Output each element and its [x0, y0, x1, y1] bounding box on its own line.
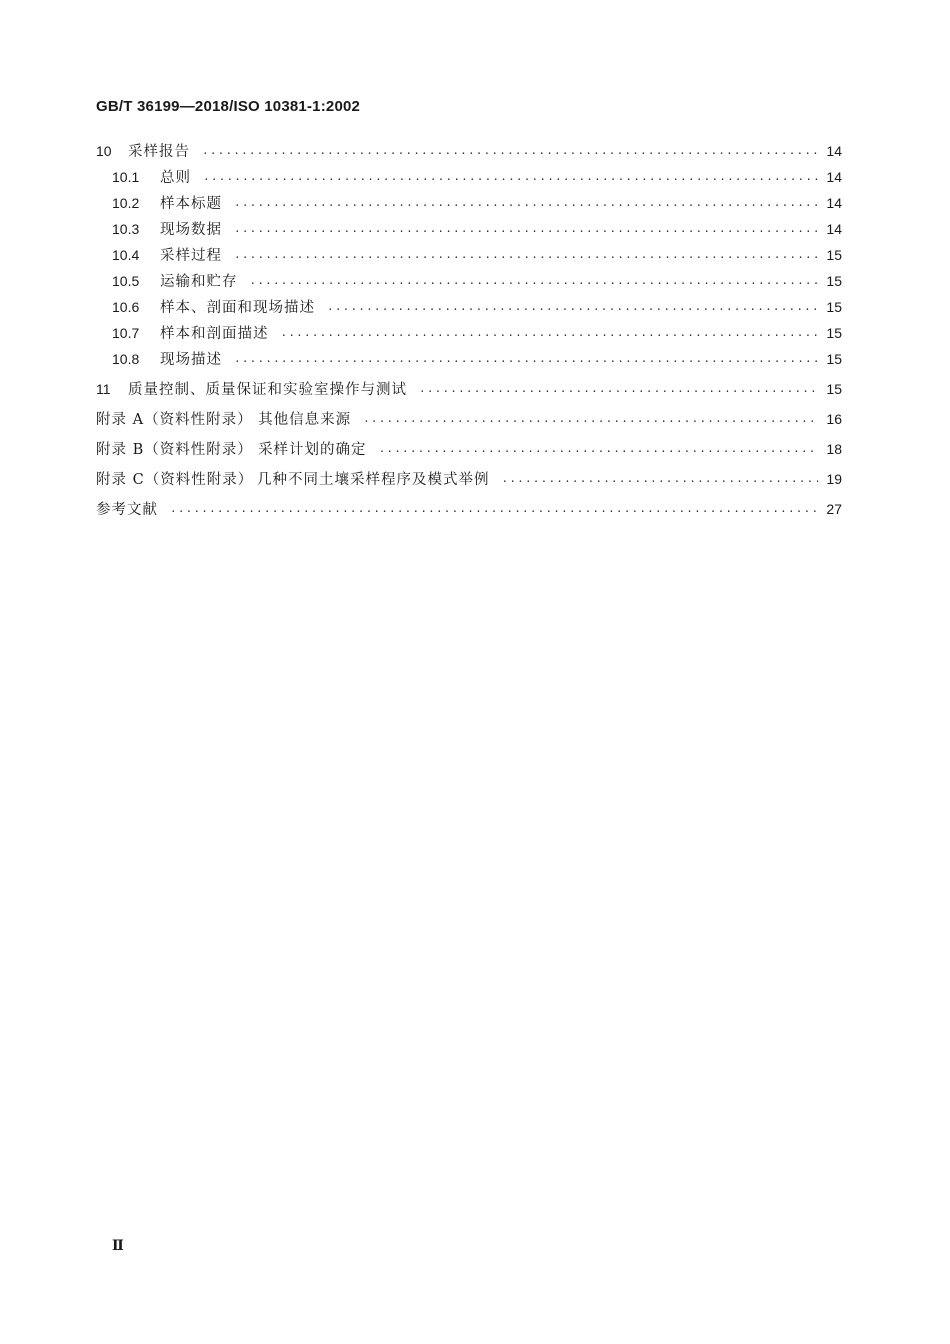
- toc-entry-page: 15: [826, 273, 842, 289]
- dot-leader: [202, 144, 818, 157]
- dot-leader: [379, 442, 818, 455]
- toc-entry-title: 采样过程: [160, 248, 222, 264]
- toc-entry-number: 10.4: [112, 247, 140, 263]
- toc-appendix-label: 附录 A（资料性附录）: [96, 412, 253, 428]
- toc-entry-section-10-8[interactable]: [96, 348, 842, 374]
- toc-entry-page: 14: [826, 195, 842, 211]
- toc-entry-title: 现场描述: [160, 352, 222, 368]
- toc-entry-page: 16: [826, 411, 842, 427]
- toc-entry-page: 14: [826, 169, 842, 185]
- toc-entry-page: 18: [826, 441, 842, 457]
- dot-leader: [234, 222, 818, 235]
- toc-entry-title: 样本、剖面和现场描述: [160, 300, 315, 316]
- toc-entry-chapter-10[interactable]: [96, 140, 842, 166]
- toc-entry-title: 参考文献: [96, 502, 158, 518]
- toc-entry-number: 10.3: [112, 221, 140, 237]
- dot-leader: [234, 248, 818, 261]
- table-of-contents: [96, 140, 842, 524]
- toc-entry-section-10-2[interactable]: [96, 192, 842, 218]
- toc-entry-title: 样本和剖面描述: [160, 326, 269, 342]
- toc-entry-references[interactable]: [96, 498, 842, 524]
- toc-entry-number: 10: [96, 143, 112, 159]
- toc-entry-page: 27: [826, 501, 842, 517]
- toc-appendix-label: 附录 C（资料性附录）: [96, 472, 254, 488]
- toc-entry-number: 10.1: [112, 169, 140, 185]
- toc-entry-title: 采样报告: [128, 144, 190, 160]
- dot-leader: [363, 412, 818, 425]
- toc-entry-number: 10.2: [112, 195, 140, 211]
- dot-leader: [327, 300, 818, 313]
- toc-entry-number: 11: [96, 381, 111, 397]
- toc-entry-page: 15: [826, 351, 842, 367]
- document-standard-code: GB/T 36199—2018/ISO 10381-1:2002: [96, 98, 361, 115]
- dot-leader: [234, 352, 818, 365]
- toc-entry-title: 几种不同土壤采样程序及模式举例: [257, 472, 490, 488]
- toc-entry-number: 10.5: [112, 273, 140, 289]
- toc-appendix-label: 附录 B（资料性附录）: [96, 442, 253, 458]
- toc-entry-chapter-11[interactable]: [96, 378, 842, 404]
- toc-entry-title: 运输和贮存: [160, 274, 238, 290]
- toc-entry-title: 质量控制、质量保证和实验室操作与测试: [128, 382, 407, 398]
- toc-entry-page: 15: [826, 247, 842, 263]
- dot-leader: [170, 502, 818, 515]
- toc-entry-appendix-c[interactable]: [96, 468, 842, 494]
- dot-leader: [250, 274, 819, 287]
- toc-entry-section-10-4[interactable]: [96, 244, 842, 270]
- toc-entry-title: 样本标题: [160, 196, 222, 212]
- toc-entry-page: 15: [826, 299, 842, 315]
- toc-entry-page: 15: [826, 381, 842, 397]
- dot-leader: [234, 196, 818, 209]
- toc-entry-section-10-1[interactable]: [96, 166, 842, 192]
- toc-entry-title: 其他信息来源: [258, 412, 352, 428]
- dot-leader: [281, 326, 819, 339]
- toc-entry-appendix-b[interactable]: [96, 438, 842, 464]
- toc-entry-section-10-5[interactable]: [96, 270, 842, 296]
- toc-entry-page: 14: [826, 221, 842, 237]
- toc-entry-number: 10.8: [112, 351, 140, 367]
- toc-entry-page: 15: [826, 325, 842, 341]
- toc-entry-page: 14: [826, 143, 842, 159]
- toc-entry-page: 19: [826, 471, 842, 487]
- dot-leader: [203, 170, 818, 183]
- toc-entry-title: 总则: [160, 170, 191, 186]
- page-number: Ⅱ: [112, 1239, 124, 1254]
- toc-entry-number: 10.6: [112, 299, 140, 315]
- dot-leader: [502, 472, 818, 485]
- toc-entry-section-10-7[interactable]: [96, 322, 842, 348]
- toc-entry-section-10-6[interactable]: [96, 296, 842, 322]
- toc-entry-title: 现场数据: [160, 222, 222, 238]
- toc-entry-section-10-3[interactable]: [96, 218, 842, 244]
- toc-entry-title: 采样计划的确定: [258, 442, 367, 458]
- toc-entry-number: 10.7: [112, 325, 140, 341]
- dot-leader: [419, 382, 818, 395]
- toc-entry-appendix-a[interactable]: [96, 408, 842, 434]
